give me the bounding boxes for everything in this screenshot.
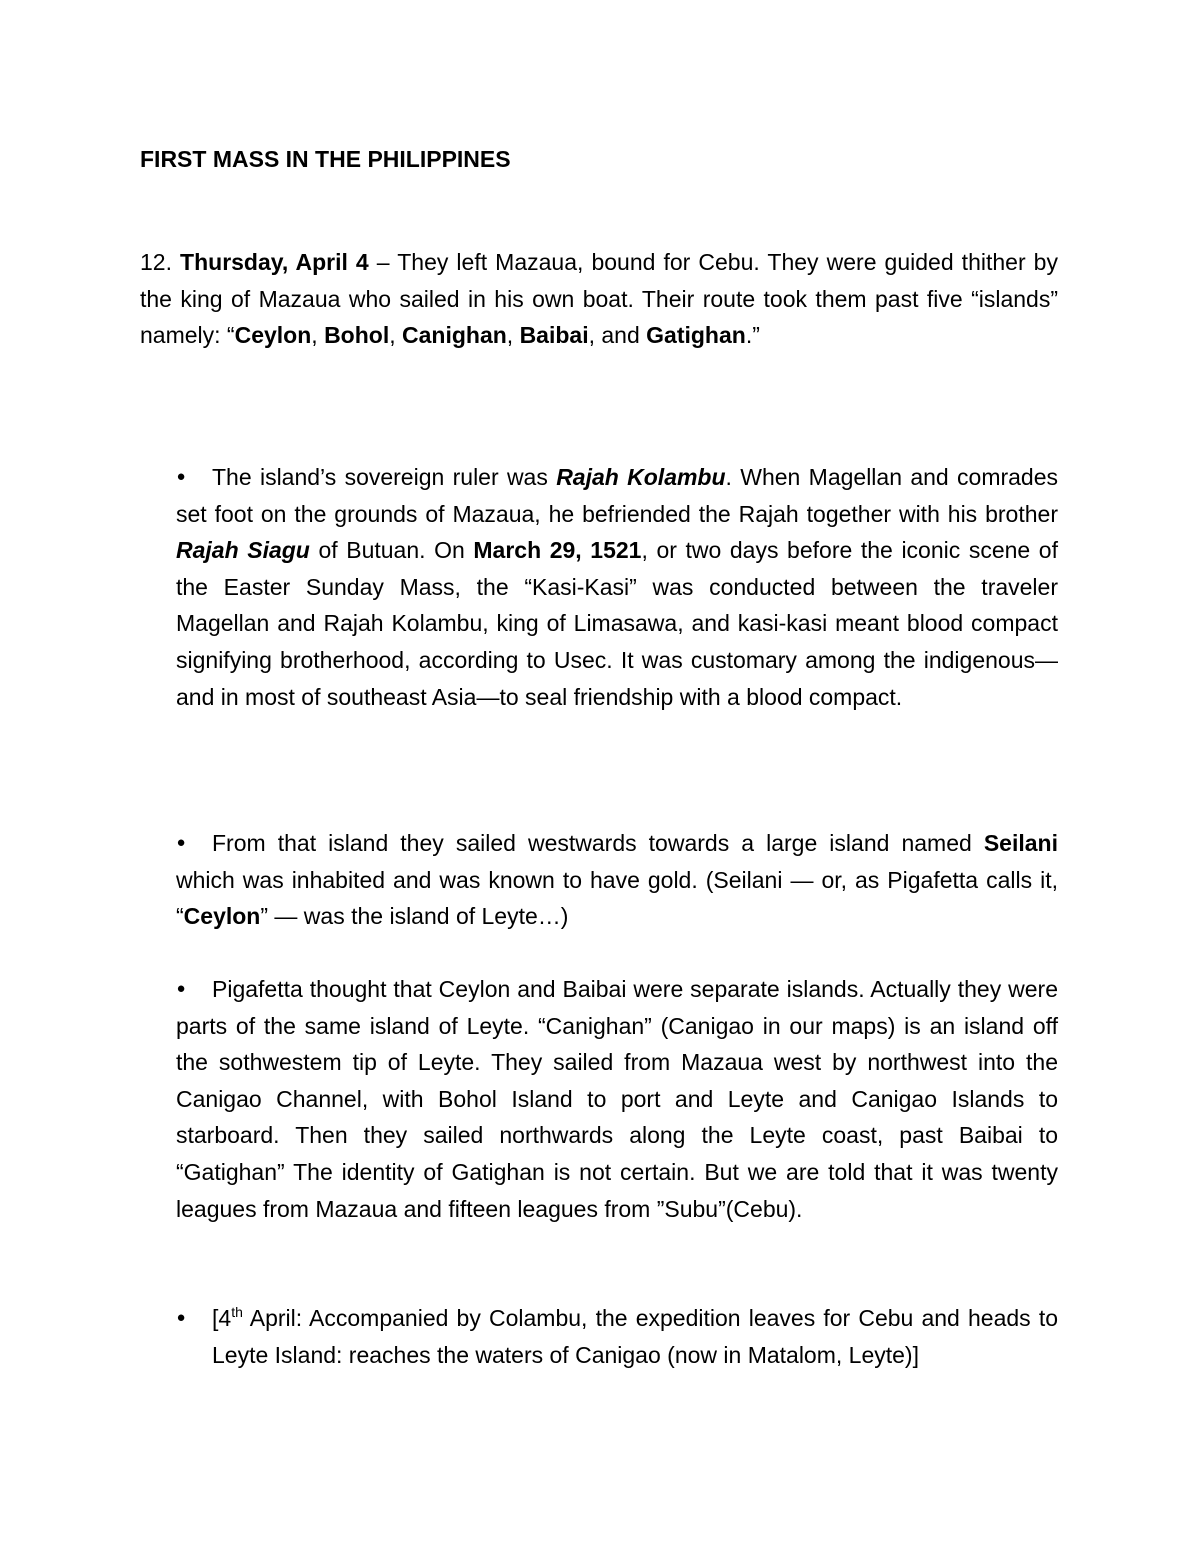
text-segment: ” — was the island of Leyte…): [260, 903, 569, 930]
text-segment: which was inhabited and was known to have gold. (Seilani — or, as Pigafetta calls it, “: [176, 866, 1058, 930]
bullet-icon: ●: [176, 834, 186, 851]
bullet-icon: ●: [176, 468, 186, 485]
closing-quote: .”: [745, 322, 760, 349]
island-seilani: Seilani: [983, 830, 1058, 856]
intro-paragraph: [140, 244, 1058, 354]
bullet-item-pigafetta: [176, 971, 1058, 1227]
text-segment: April: Accompanied by Colambu, the expedition leaves for Cebu and heads to Leyte Island: reaches the waters of Canigao (now in Matalom, Leyte)]: [212, 1305, 1058, 1368]
separator: ,: [506, 322, 520, 349]
island-ceylon: Ceylon: [183, 903, 261, 930]
text-segment: [4: [212, 1305, 232, 1331]
text-segment: The island’s sovereign ruler was: [212, 464, 557, 490]
bullet-text: [176, 825, 1058, 935]
item-number: 12.: [140, 249, 181, 275]
date-text: Thursday, April 4: [180, 249, 369, 275]
text-segment: Pigafetta thought that Ceylon and Baibai were separate islands. Actually they were parts of the same island of Leyte. “Canighan” (Canigao in our maps) is an island off the sothwestem tip of Leyte. They sailed from Mazaua west by northwest into the Canigao Channel, with Bohol Island to port and Leyte and Canigao Islands to starboard. Then they sailed northwards along the Leyte coast, past Baibai to “Gatighan” The identity of Gatighan is not certain. But we are told that it was twenty leagues from Mazaua and fifteen leagues from ”Subu”(Cebu).: [176, 976, 1058, 1222]
bullet-item-seilani: [176, 825, 1058, 935]
text-segment: , or two days before the iconic scene of the Easter Sunday Mass, the “Kasi-Kasi” was conducted between the traveler Magellan and Rajah Kolambu, king of Limasawa, and kasi-kasi meant blood compact signifying brotherhood, according to Usec. It was customary among the indigenous—and in most of southeast Asia—to seal friendship with a blood compact.: [176, 537, 1058, 710]
bullet-icon: ●: [176, 980, 186, 997]
bullet-item-april: [176, 1300, 1058, 1373]
ordinal-suffix: th: [231, 1304, 243, 1320]
date-march-29: March 29, 1521: [473, 537, 642, 564]
island-canighan: Canighan: [402, 322, 507, 349]
bullet-icon: ●: [176, 1309, 186, 1326]
separator: ,: [389, 322, 402, 349]
text-segment: From that island they sailed westwards towards a large island named: [212, 830, 984, 856]
island-gatighan: Gatighan: [646, 322, 746, 349]
island-bohol: Bohol: [324, 322, 390, 349]
name-rajah-kolambu: Rajah Kolambu: [556, 464, 726, 490]
document-title: FIRST MASS IN THE PHILIPPINES: [140, 146, 511, 172]
text-segment: of Butuan. On: [309, 537, 474, 564]
bullet-item-rajah: [176, 459, 1058, 715]
island-ceylon: Ceylon: [234, 322, 312, 349]
text-segment: . When Magellan and comrades set foot on the grounds of Mazaua, he befriended the Rajah together with his brother: [176, 464, 1059, 527]
intro-text: – They left Mazaua, bound for Cebu. They were guided thither by the king of Mazaua who sailed in his own boat. Their route took them past five “islands” namely: “: [140, 249, 1058, 349]
separator: , and: [588, 322, 647, 349]
separator: ,: [311, 322, 325, 349]
name-rajah-siagu: Rajah Siagu: [176, 537, 310, 564]
island-baibai: Baibai: [519, 322, 589, 349]
bullet-text: [176, 971, 1058, 1227]
bullet-text: [176, 1300, 1058, 1373]
bullet-text: [176, 459, 1058, 715]
